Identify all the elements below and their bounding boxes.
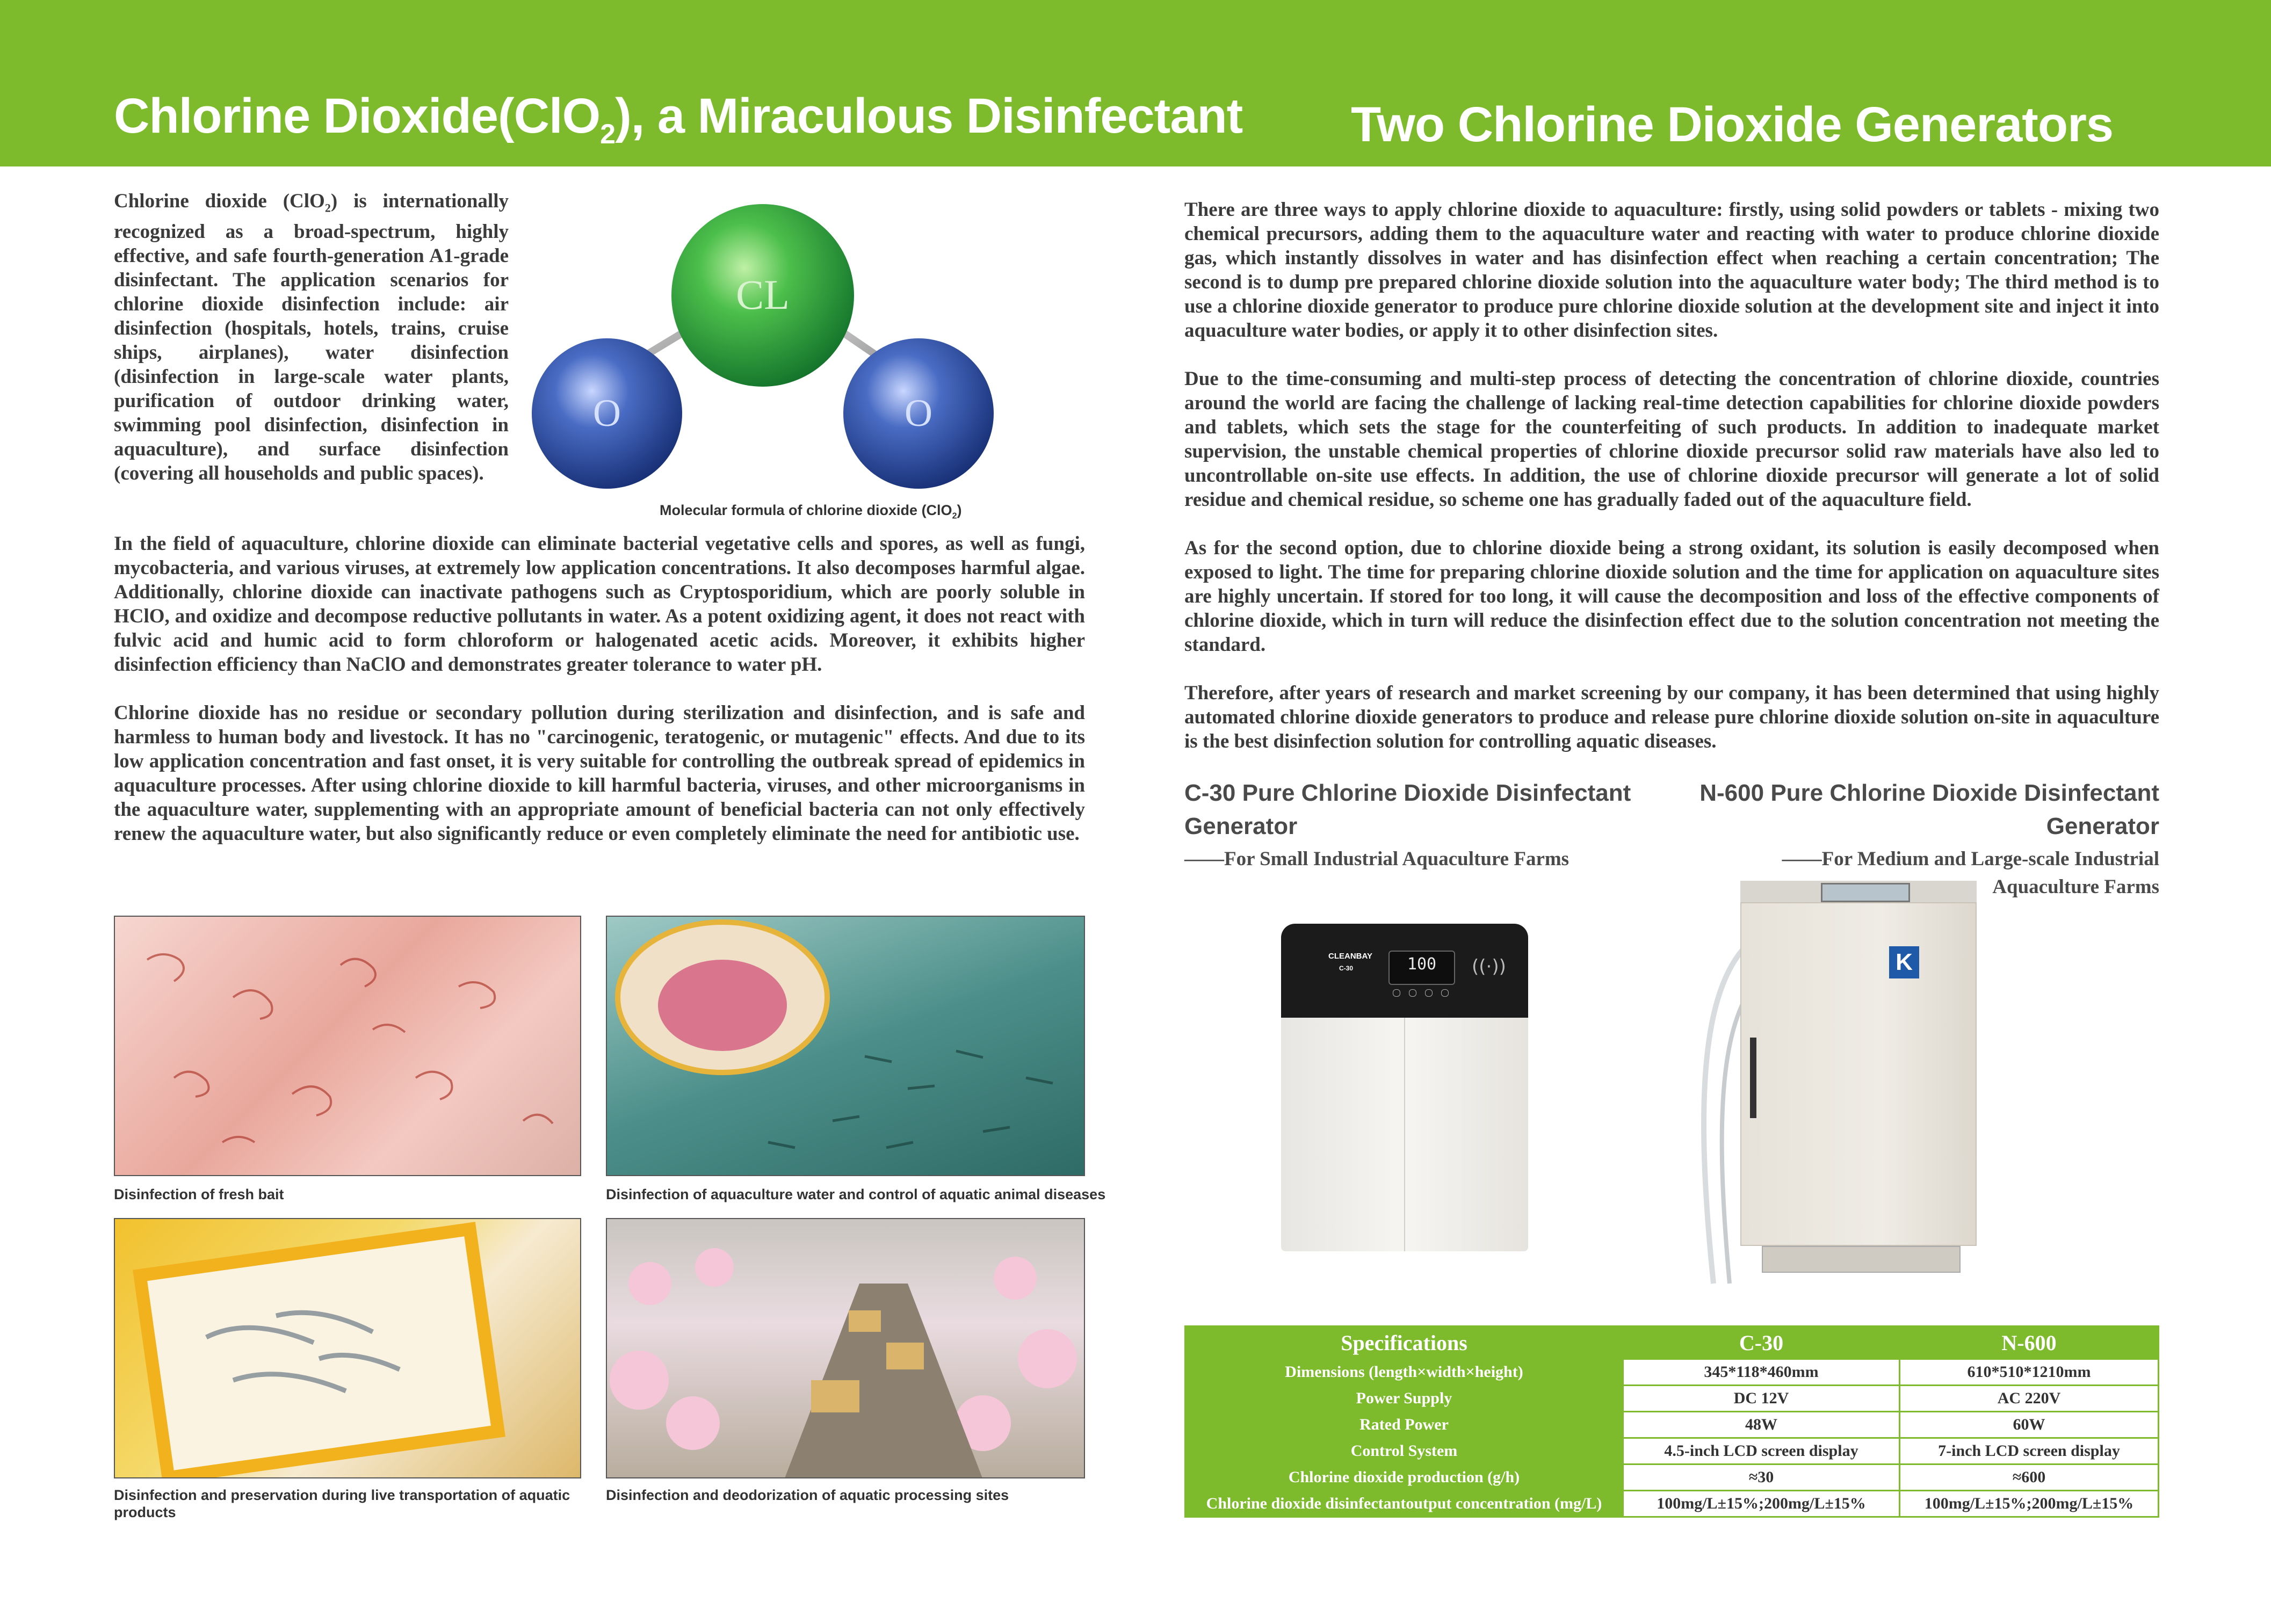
conclusion-paragraph: Therefore, after years of research and market screening by our company, it has been determined that using highly automated chlorine dioxide generators to produce and release pure chlorine dioxide solution on-site in aquaculture is the best disinfection solution for controlling aquatic diseases. <box>1184 682 2159 752</box>
spec-label: Chlorine dioxide production (g/h) <box>1185 1465 1623 1491</box>
c30-model: C-30 <box>1339 965 1354 972</box>
spec-label: Power Supply <box>1185 1386 1623 1412</box>
c30-title: C-30 Pure Chlorine Dioxide Disinfectant Generator <box>1184 780 1631 839</box>
spec-row-power-supply <box>1185 1386 2159 1412</box>
wireless-icon: ((·)) <box>1472 956 1506 977</box>
c30-subtitle: ——For Small Industrial Aquaculture Farms <box>1184 848 1570 870</box>
fresh-bait-caption: Disinfection of fresh bait <box>114 1186 284 1202</box>
aquaculture-water-photo <box>606 916 1085 1176</box>
spec-value-n600: 60W <box>1900 1412 2159 1438</box>
detection-paragraph: Due to the time-consuming and multi-step process of detecting the concentration of chlorine dioxide, countries around the world are facing the challenge of lacking real-time detection capabilities for chlorine dioxide powders and tablets, which sets the stage for the counterfeiting of such products. In addition to inadequate market supervision, the unstable chemical properties of chlorine dioxide precursor solid raw materials have also led to uncontrollable on-site use effects. In addition, the use of chlorine dioxide precursor will generate a lot of solid residue and chemical residue, so scheme one has gradually faded out of the aquaculture field. <box>1184 368 2159 511</box>
intro-text: Chlorine dioxide (ClO$_2$) is internationally recognized as a broad-spectrum, highly effective, and safe fourth-generation A1-grade disinfectant. The application scenarios for chlorine dioxide disinfection include: air disinfection (hospitals, hotels, trains, cruise ships, airplanes), water disinfection (disinfection in large-scale water plants, purification of outdoor drinking water, swimming pool disinfection, disinfection in aquaculture), and surface disinfection (covering all households and public spaces). <box>114 190 509 485</box>
spec-value-c30: DC 12V <box>1623 1386 1900 1412</box>
c30-lcd-value: 100 <box>1407 955 1437 974</box>
right-page-title: Two Chlorine Dioxide Generators <box>1351 97 2114 152</box>
spec-header-label: Specifications <box>1185 1326 1623 1359</box>
aquaculture-paragraph: In the field of aquaculture, chlorine dioxide can eliminate bacterial vegetative cells and spores, as well as fungi, mycobacteria, and various viruses, at extremely low application concentrations. It also decomposes harmful algae. Additionally, chlorine dioxide can inactivate pathogens such as Cryptosporidium, which are poorly soluble in HClO, and oxidize and decompose reductive pollutants in water. As a potent oxidizing agent, it does not react with fulvic acid and humic acid to form chloroform or halogenated acetic acids. Moreover, it exhibits higher disinfection efficiency than NaClO and demonstrates greater tolerance to water pH. <box>114 533 1085 676</box>
molecule-diagram <box>524 201 996 502</box>
spec-label: Control System <box>1185 1438 1623 1465</box>
second-option-paragraph: As for the second option, due to chlorine dioxide being a strong oxidant, its solution is easily decomposed when exposed to light. The time for preparing chlorine dioxide solution and the time for application on aquaculture sites are highly uncertain. If stored for too long, it will cause the decomposition and loss of the effective components of chlorine dioxide, which in turn will reduce the disinfection effect due to the solution concentration not meeting the standard. <box>1184 537 2159 656</box>
right-body-text <box>1184 198 2159 778</box>
processing-site-photo <box>606 1218 1085 1478</box>
live-transport-photo <box>114 1218 581 1478</box>
chlorine-label: CL <box>736 271 790 318</box>
c30-control-panel <box>1281 924 1528 1018</box>
fish-tank-scene <box>607 917 1085 1176</box>
spec-value-n600: 610*510*1210mm <box>1900 1359 2159 1386</box>
specifications-table <box>1184 1325 2159 1518</box>
molecule-caption: Molecular formula of chlorine dioxide (ClO$_2$) <box>660 502 962 521</box>
spec-label: Chlorine dioxide disinfectantoutput concentration (mg/L) <box>1185 1491 1623 1517</box>
c30-brand: CLEANBAY <box>1328 952 1372 961</box>
spec-value-n600: AC 220V <box>1900 1386 2159 1412</box>
spec-row-production <box>1185 1465 2159 1491</box>
left-page-title: Chlorine Dioxide(ClO$_2$), a Miraculous Disinfectant <box>114 89 1243 150</box>
oxygen-label-left: O <box>593 392 621 434</box>
spec-value-c30: 345*118*460mm <box>1623 1359 1900 1386</box>
n600-cabinet <box>1740 902 1977 1246</box>
processing-line-scene <box>607 1219 1085 1478</box>
shrimp-pattern <box>115 917 581 1176</box>
n600-logo: K <box>1889 946 1919 978</box>
c30-device-image <box>1281 924 1528 1251</box>
n600-base <box>1762 1246 1961 1273</box>
spec-row-rated-power <box>1185 1412 2159 1438</box>
c30-buttons[interactable] <box>1393 989 1449 996</box>
spec-label: Dimensions (length×width×height) <box>1185 1359 1623 1386</box>
spec-value-c30: 48W <box>1623 1412 1900 1438</box>
methods-paragraph: There are three ways to apply chlorine dioxide to aquaculture: firstly, using solid powders or tablets - mixing two chemical precursors, adding them to the aquaculture water and reacting with water to produce chlorine dioxide gas, which instantly dissolves in water and has disinfection effect when reaching a certain concentration; The second is to dump pre prepared chlorine dioxide solution into the aquaculture water body; The third method is to use a chlorine dioxide generator to produce pure chlorine dioxide solution at the development site and inject it into aquaculture water bodies, or apply it to other disinfection sites. <box>1184 199 2159 342</box>
spec-row-control-system <box>1185 1438 2159 1465</box>
spec-value-c30: 100mg/L±15%;200mg/L±15% <box>1623 1491 1900 1517</box>
c30-lcd-screen <box>1388 951 1455 985</box>
processing-site-caption: Disinfection and deodorization of aquatic processing sites <box>606 1487 1009 1503</box>
spec-row-concentration <box>1185 1491 2159 1517</box>
spec-header-row <box>1185 1326 2159 1359</box>
spec-row-dimensions <box>1185 1359 2159 1386</box>
n600-screen[interactable] <box>1821 883 1910 902</box>
safety-paragraph: Chlorine dioxide has no residue or secondary pollution during sterilization and disinfection, and is safe and harmless to human body and livestock. It has no "carcinogenic, teratogenic, or mutagenic" effects. And due to its low application concentration and fast onset, it is very suitable for controlling the outbreak spread of epidemics in aquaculture processes. After using chlorine dioxide to kill harmful bacteria, viruses, and other microorganisms in the aquaculture water, supplementing with an appropriate amount of beneficial bacteria can not only effectively renew the aquaculture water, but also significantly reduce or even completely eliminate the need for antibiotic use. <box>114 702 1085 845</box>
spec-value-c30: 4.5-inch LCD screen display <box>1623 1438 1900 1465</box>
spec-header-c30: C-30 <box>1623 1326 1900 1359</box>
spec-value-n600: 7-inch LCD screen display <box>1900 1438 2159 1465</box>
shrimp-basket-scene <box>115 1219 581 1478</box>
oxygen-label-right: O <box>905 392 932 434</box>
n600-top <box>1740 881 1977 902</box>
left-body-text <box>114 532 1085 870</box>
n600-title: N-600 Pure Chlorine Dioxide Disinfectant Generator <box>1699 780 2159 839</box>
spec-label: Rated Power <box>1185 1412 1623 1438</box>
aquaculture-water-caption: Disinfection of aquaculture water and control of aquatic animal diseases <box>606 1186 1106 1202</box>
spec-value-n600: 100mg/L±15%;200mg/L±15% <box>1900 1491 2159 1517</box>
fresh-bait-photo <box>114 916 581 1176</box>
n600-device-image <box>1681 881 1982 1294</box>
live-transport-caption: Disinfection and preservation during live transportation of aquatic products <box>114 1487 570 1520</box>
n600-handle[interactable] <box>1750 1038 1756 1118</box>
c30-body <box>1281 1018 1528 1251</box>
spec-value-n600: ≈600 <box>1900 1465 2159 1491</box>
spec-header-n600: N-600 <box>1900 1326 2159 1359</box>
spec-value-c30: ≈30 <box>1623 1465 1900 1491</box>
n600-subtitle: ——For Medium and Large-scale Industrial Aquaculture Farms <box>1782 848 2159 898</box>
